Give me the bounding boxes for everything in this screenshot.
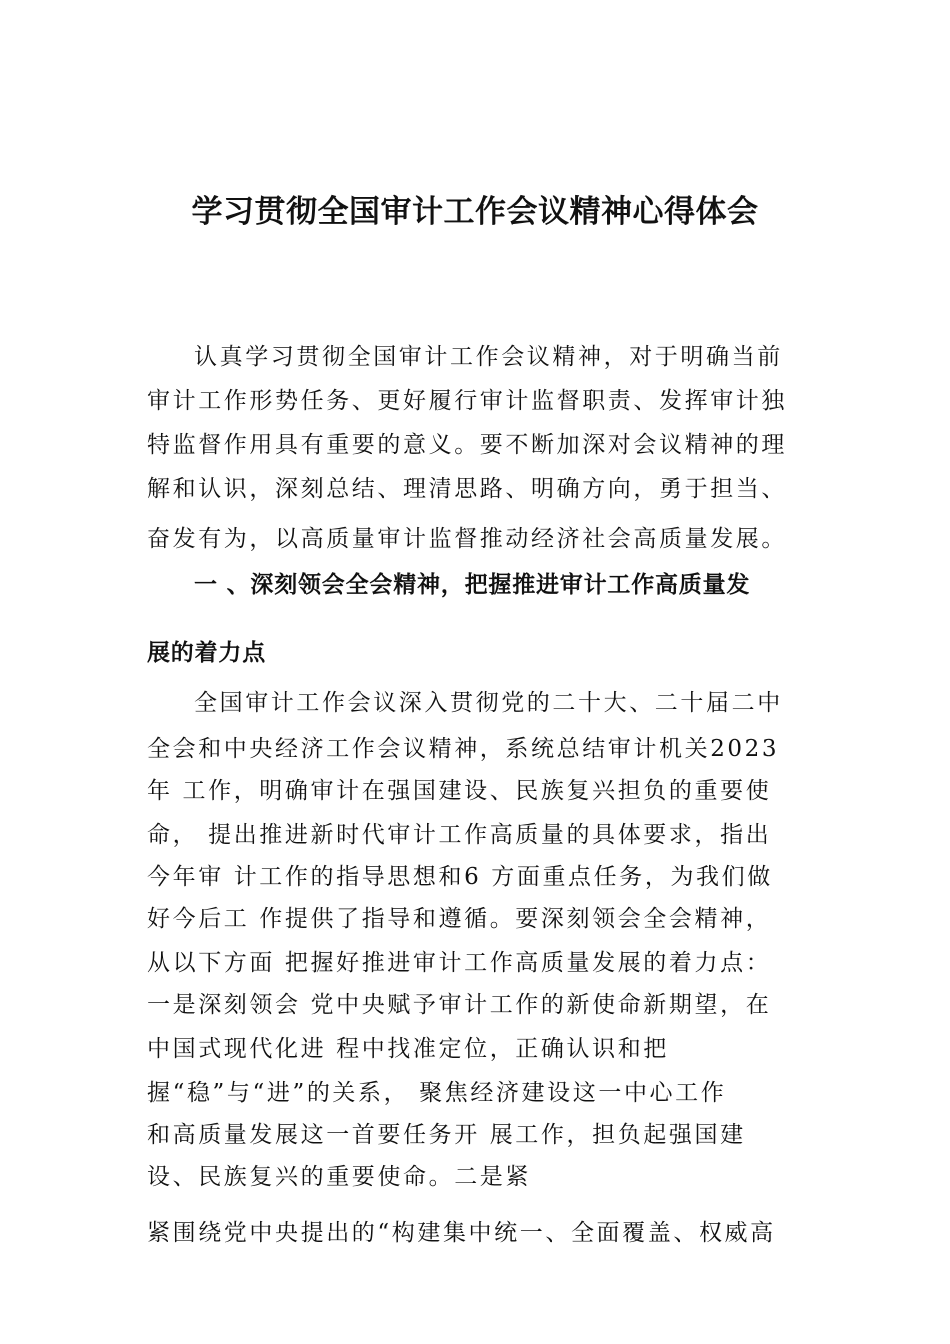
- body-line-13: 一是深刻领会 党中央赋予审计工作的新使命新期望，在: [147, 992, 772, 1018]
- document-title: 学习贯彻全国审计工作会议精神心得体会: [191, 194, 759, 230]
- body-line-9: 命， 提出推进新时代审计工作高质量的具体要求，指出: [147, 822, 772, 848]
- body-line-1: 认真学习贯彻全国审计工作会议精神，对于明确当前: [194, 344, 783, 370]
- body-line-11: 好今后工 作提供了指导和遵循。要深刻领会全会精神，: [147, 906, 772, 932]
- body-line-8: 年 工作，明确审计在强国建设、民族复兴担负的重要使: [147, 778, 772, 804]
- body-line-2: 审计工作形势任务、更好履行审计监督职责、发挥审计独: [147, 388, 787, 414]
- body-line-6: 全国审计工作会议深入贯彻党的二十大、二十届二中: [194, 690, 783, 716]
- body-line-3: 特监督作用具有重要的意义。要不断加深对会议精神的理: [147, 432, 787, 458]
- body-line-18: 紧围绕党中央提出的“构建集中统一、全面覆盖、权威高: [147, 1220, 776, 1246]
- body-line-15: 握“稳”与“进”的关系， 聚焦经济建设这一中心工作: [147, 1080, 727, 1106]
- body-line-14: 中国式现代化进 程中找准定位，正确认识和把: [147, 1036, 669, 1062]
- body-line-17: 设、民族复兴的重要使命。二是紧: [147, 1164, 531, 1190]
- body-line-16: 和高质量发展这一首要任务开 展工作，担负起强国建: [147, 1122, 746, 1148]
- section-heading-line-2: 展的着力点: [147, 640, 266, 666]
- body-line-5: 奋发有为，以高质量审计监督推动经济社会高质量发展。: [147, 526, 787, 552]
- body-line-12: 从以下方面 把握好推进审计工作高质量发展的着力点：: [147, 950, 772, 976]
- body-line-7: 全会和中央经济工作会议精神，系统总结审计机关2023: [147, 736, 780, 762]
- body-line-10: 今年审 计工作的指导思想和6 方面重点任务，为我们做: [147, 864, 773, 890]
- body-line-4: 解和认识，深刻总结、理清思路、明确方向，勇于担当、: [147, 476, 787, 502]
- section-heading-line-1: 一 、深刻领会全会精神，把握推进审计工作高质量发: [194, 572, 751, 598]
